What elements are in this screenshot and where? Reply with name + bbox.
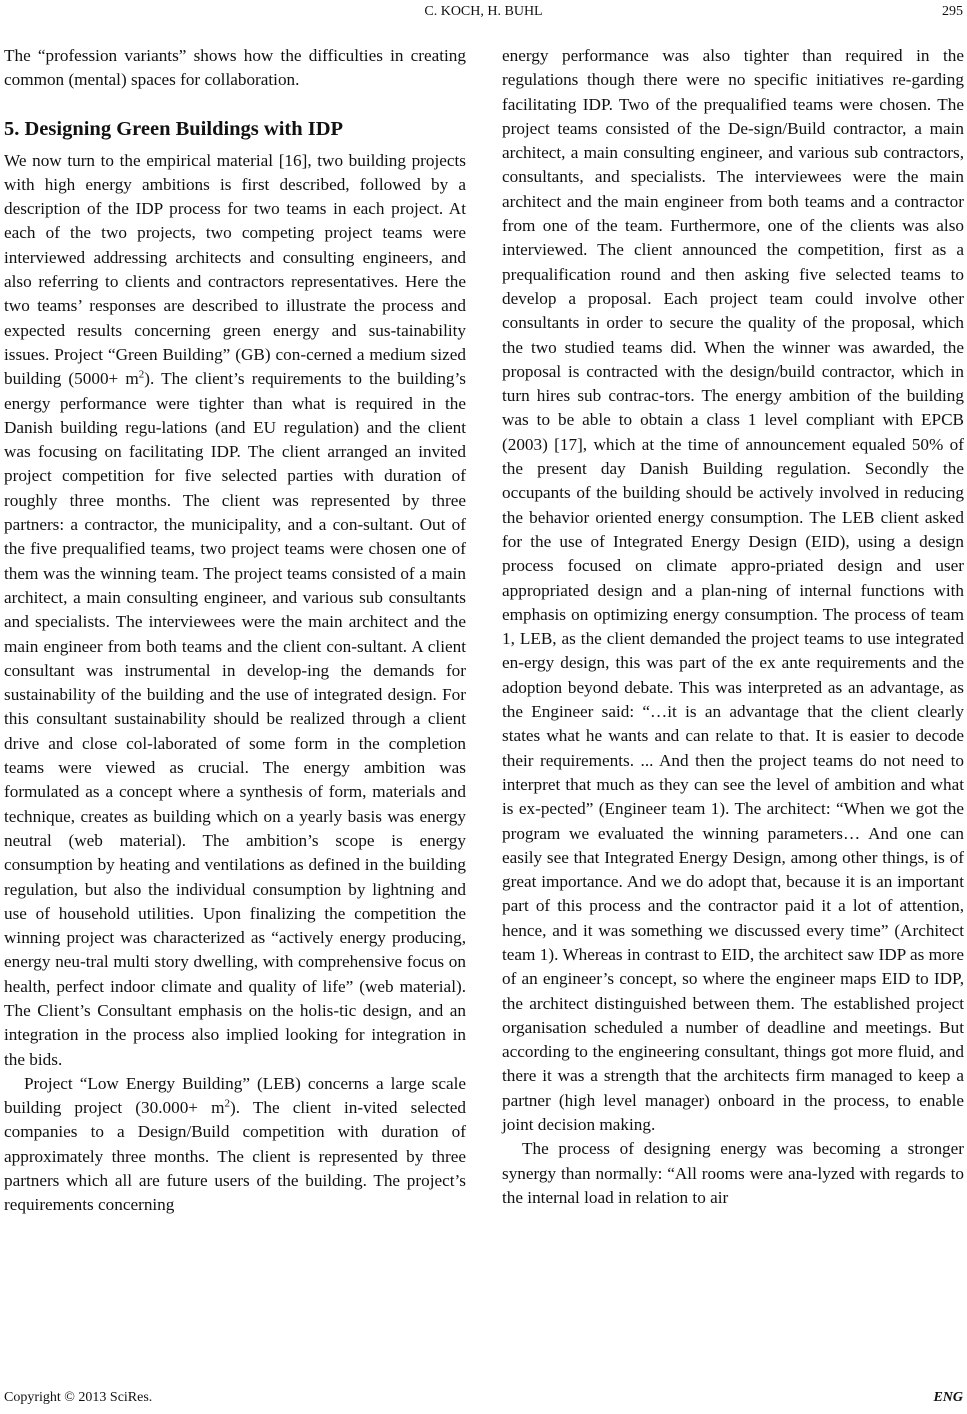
paragraph-text: ). The client’s requirements to the building’s energy performance were tighter than what is required in the Danish building regu-lations (and EU regulation) and the client was focusing on facilitating IDP. The client arranged an invited project competition for five selected parties with duration of roughly three months. The client was represented by three partners: a contractor, the municipality, and a con-sultant. Out of the five prequalified teams, two project teams were chosen one of them was the winning team. The project teams consisted of a main architect, a main consulting engineer, and various sub consultants and specialists. The interviewees were the main architect and the main engineer from both teams and the client con-sultant. A client consultant was instrumental in develop-ing the demands for sustainability of the building and the use of integrated design. For this consultant sustainability should be realized through a client drive and close col-laborated of some form in the completion teams were viewed as crucial. The energy ambition was formulated as a concept where a synthesis of form, materials and technique, creates as building which on a yearly basis was energy neutral (web material). The ambition’s scope is energy consumption by heating and ventilations as defined in the building regulation, but also the individual consumption by lightning and use of household utilities. Upon finalizing the competition the winning project was characterized as “actively energy producing, energy neu-tral multi story dwelling, with comprehensive focus on health, perfect indoor climate and quality of life” (web material). The Client’s Consultant emphasis on the holis-tic design, and an integration in the process also implied looking for integration in the bids. <box>4 369 466 1069</box>
running-header-authors: C. KOCH, H. BUHL <box>424 4 543 19</box>
body-paragraph <box>4 149 466 1072</box>
right-column <box>502 44 964 1210</box>
paragraph-text: We now turn to the empirical material [16], two building projects with high energy ambitions is first described, followed by a description of the IDP process for two teams in each project. At each of the two projects, two competing project teams were interviewed addressing architects and consulting engineers, and also referring to clients and contractors representatives. Here the two teams’ responses are described to illustrate the process and expected results concerning green energy and sus-tainability issues. Project “Green Building” (GB) con-cerned a medium sized building (5000+ m <box>4 150 466 389</box>
section-heading: 5. Designing Green Buildings with IDP <box>4 117 344 140</box>
body-paragraph: The process of designing energy was becoming a stronger synergy than normally: “All rooms were ana-lyzed with regards to the internal load in relation to air <box>502 1139 964 1207</box>
intro-paragraph: The “profession variants” shows how the difficulties in creating common (mental) spaces for collaboration. <box>4 46 466 90</box>
paragraph-text: ). The client in-vited selected companies to a Design/Build competition with duration of approximately three months. The client is represented by three partners which all are future users of the building. The project’s requirements concerning <box>4 1098 466 1215</box>
body-paragraph: energy performance was also tighter than required in the regulations though there were no specific initiatives re-garding facilitating IDP. Two of the prequalified teams were chosen. The project teams consisted of the De-sign/Build contractor, a main architect, a main consulting engineer, and various sub contractors, consultants, and specialists. The interviewees were the main architect and the main engineer from both teams and a contractor from one of the team. Furthermore, one of the clients was also interviewed. The client announced the competition, first as a prequalification round and then asking five selected teams to develop a proposal. Each project team could involve other consultants in order to secure the quality of the proposal, which the two studied teams did. When the winner was awarded, the proposal is contracted with the design/build contractor, which in turn hires sub contrac-tors. The energy ambition of the building was to be able to obtain a class 1 level compliant with EPCB (2003) [17], which at the time of announcement equaled 50% of the present day Danish Building regulation. Secondly the occupants of the building should be actively involved in reducing the behavior oriented energy consumption. The LEB client asked for the use of Integrated Energy Design (EID), using a design process focused on climate appro-priated design and user appropriated design and a plan-ning of internal functions with emphasis on optimizing energy consumption. The process of team 1, LEB, as the client demanded the project teams to use integrated en-ergy design, this was part of the ex ante requirements and the adoption beyond debate. This was interpreted as an advantage, as the Engineer said: “…it is an advantage that the client clearly states what he wants and can relate to that. It is easier to decode their requirements. ... And then the project teams do not need to interpret that much as they can see the level of ambition and what is ex-pected” (Engineer team 1). The architect: “When we got the program we evaluated the winning parameters… And one can easily see that Integrated Energy Design, among other things, is of great importance. And we do adopt that, because it is an important part of this process and the contractor paid it a lot of attention, hence, and it was something we discussed every time” (Architect team 1). Whereas in contrast to EID, the architect saw IDP as more of an engineer’s concept, so where the engineer maps EID to IDP, the architect distinguished between them. The established project organisation scheduled a number of deadline and meetings. But according to the engineering consultant, things got more fluid, and there it was a strength that the architects firm managed to keep a partner (high level manager) onboard in the process, to enable joint decision making. <box>502 46 964 1135</box>
superscript: 2 <box>224 1097 230 1110</box>
paragraph-text: Project “Low Energy Building” (LEB) concerns a large scale building project (30.000+ m <box>4 1073 466 1118</box>
superscript: 2 <box>138 368 145 381</box>
page-number: 295 <box>942 4 963 19</box>
copyright-notice: Copyright © 2013 SciRes. <box>4 1390 153 1405</box>
left-column <box>4 44 466 1218</box>
body-paragraph <box>4 1072 466 1218</box>
journal-abbreviation: ENG <box>933 1390 963 1405</box>
